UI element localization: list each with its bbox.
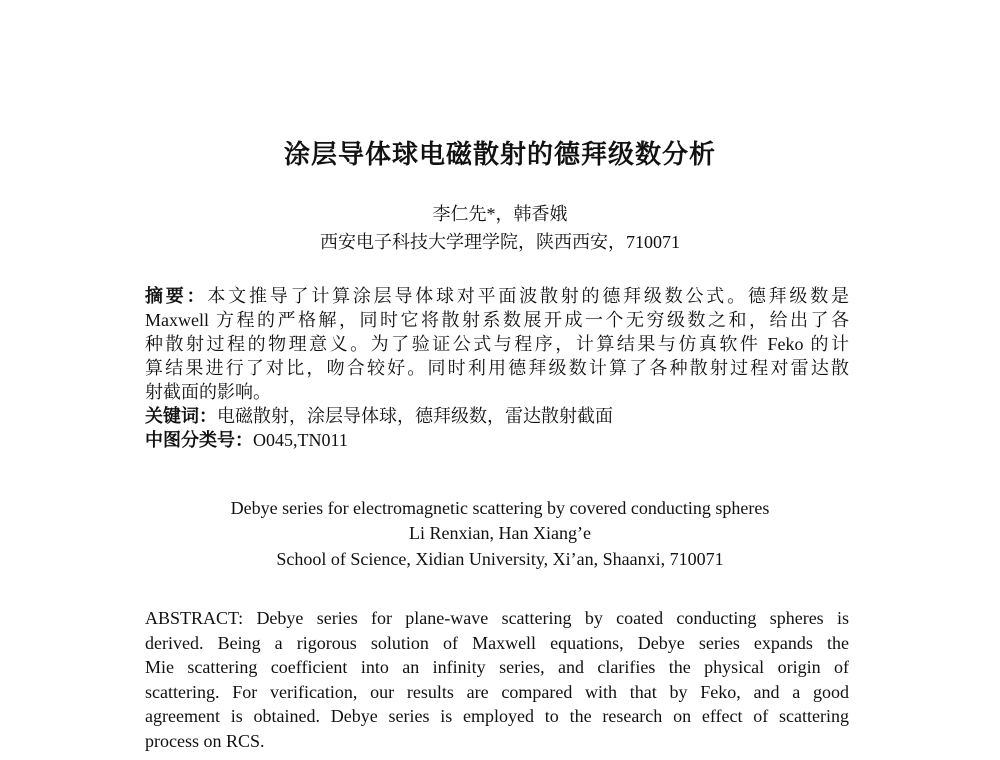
abstract-en-line: derived. Being a rigorous solution of Maxwell equations, Debye series expands the [145,632,849,653]
abstract-cn [145,284,849,452]
affiliation-cn: 西安电子科技大学理学院，陕西西安，710071 [320,232,680,252]
keywords-text: 电磁散射，涂层导体球，德拜级数，雷达散射截面 [217,406,613,426]
abstract-en-line: Mie scattering coefficient into an infinity series, and clarifies the physical origin of [145,657,849,677]
abstract-label-cn: 摘要： [145,286,208,306]
abstract-en-line [145,606,849,631]
abstract-cn-line [145,284,849,308]
clc-text: O045,TN011 [253,430,348,450]
abstract-en-text: Debye series for plane-wave scattering by coated conducting spheres is [256,608,849,628]
clc-label: 中图分类号： [145,430,253,450]
authors-en: Li Renxian, Han Xiang’e [409,523,591,543]
clc-number [145,428,849,452]
abstract-cn-line: 射截面的影响。 [145,382,271,402]
affiliation-en: School of Science, Xidian University, Xi’an, Shaanxi, 710071 [276,549,724,569]
abstract-en-line: agreement is obtained. Debye series is employed to the research on effect of scattering [145,706,849,726]
paper-title-cn: 涂层导体球电磁散射的德拜级数分析 [283,140,716,169]
abstract-label-en: ABSTRACT: [145,608,257,628]
abstract-cn-line: 种散射过程的物理意义。为了验证公式与程序，计算结果与仿真软件 Feko 的计 [145,334,849,354]
authors-cn: 李仁先*，韩香娥 [432,204,568,224]
abstract-cn-line: Maxwell 方程的严格解，同时它将散射系数展开成一个无穷级数之和，给出了各 [145,310,849,330]
abstract-cn-line: 算结果进行了对比，吻合较好。同时利用德拜级数计算了各种散射过程对雷达散 [145,358,849,378]
keywords-label: 关键词： [145,406,217,426]
abstract-en [145,606,849,753]
abstract-en-line: process on RCS. [145,730,265,751]
abstract-cn-text: 本文推导了计算涂层导体球对平面波散射的德拜级数公式。德拜级数是 [207,286,849,306]
paper-title-en: Debye series for electromagnetic scattering by covered conducting spheres [230,498,770,518]
keywords-cn [145,404,849,428]
abstract-en-line: scattering. For verification, our results are compared with that by Feko, and a good [145,681,849,702]
